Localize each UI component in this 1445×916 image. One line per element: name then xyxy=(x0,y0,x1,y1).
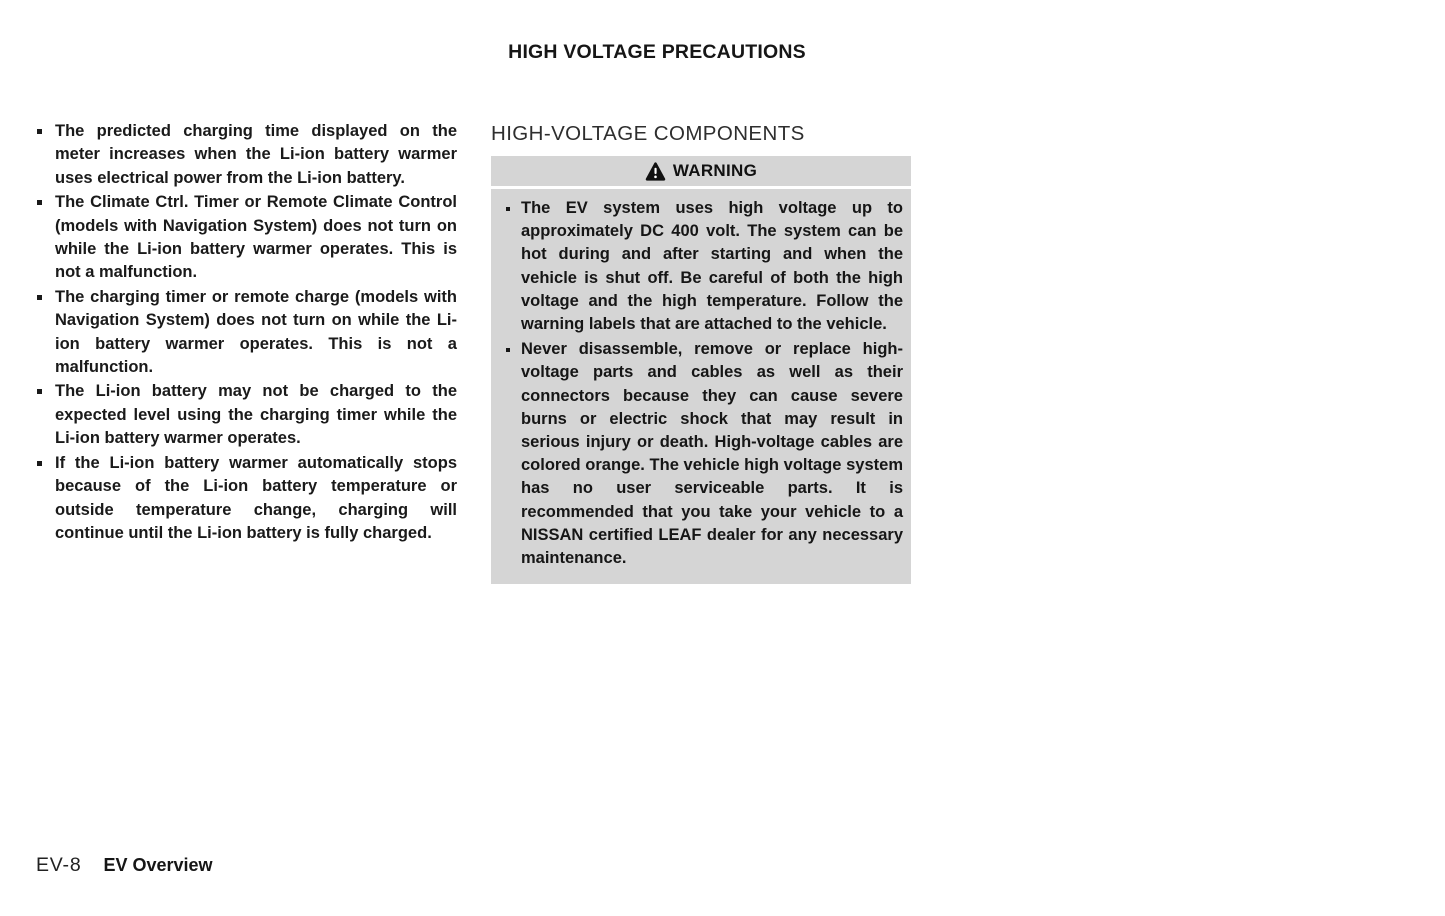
bullet-list xyxy=(36,120,457,545)
page-footer xyxy=(36,854,213,877)
bullet-marker xyxy=(37,129,42,134)
page-number: EV-8 xyxy=(36,854,82,876)
bullet-marker xyxy=(506,348,510,352)
bullet-text: The predicted charging time displayed on the meter increases when the Li-ion battery warmer uses electrical power from the Li-ion battery. xyxy=(55,122,457,187)
left-column xyxy=(36,120,457,545)
bullet-marker xyxy=(506,207,510,211)
bullet-marker xyxy=(37,200,42,205)
warning-body xyxy=(491,189,911,584)
warning-text: The EV system uses high voltage up to approximately DC 400 volt. The system can be hot during and after starting and when the vehicle is shut off. Be careful of both the high voltage and the high temperature. Follow the warning labels that are attached to the vehicle. xyxy=(521,199,903,334)
warning-box xyxy=(491,156,911,584)
list-item xyxy=(36,286,457,380)
bullet-text: The Climate Ctrl. Timer or Remote Climate Control (models with Navigation System) does not turn on while the Li-ion battery warmer operates. This is not a malfunction. xyxy=(55,193,457,282)
right-column xyxy=(491,120,911,584)
bullet-marker xyxy=(37,461,42,466)
page-title: HIGH VOLTAGE PRECAUTIONS xyxy=(508,41,806,63)
bullet-text: The charging timer or remote charge (models with Navigation System) does not turn on while the Li-ion battery warmer operates. This is not a malfunction. xyxy=(55,287,457,377)
list-item xyxy=(36,120,457,190)
warning-triangle-icon xyxy=(645,162,666,181)
warning-label: WARNING xyxy=(672,161,758,180)
warning-text: Never disassemble, remove or replace high-voltage parts and cables as well as their connectors because they can cause severe burns or electric shock that may result in serious injury or death. High-voltage cables are colored orange. The vehicle high voltage system has no user serviceable parts. It is recommended that you take your vehicle to a NISSAN certified LEAF dealer for any necessary maintenance. xyxy=(521,340,903,568)
bullet-marker xyxy=(37,389,42,394)
warning-header xyxy=(491,156,911,189)
list-item xyxy=(36,380,457,450)
list-item xyxy=(36,452,457,546)
warning-list-item xyxy=(499,197,903,336)
bullet-text: The Li-ion battery may not be charged to the expected level using the charging timer while the Li-ion battery warmer operates. xyxy=(55,382,457,448)
warning-list-item xyxy=(499,338,903,570)
bullet-marker xyxy=(37,295,42,300)
footer-section-title: EV Overview xyxy=(103,855,213,875)
list-item xyxy=(36,191,457,285)
section-heading: HIGH-VOLTAGE COMPONENTS xyxy=(491,122,805,145)
bullet-text: If the Li-ion battery warmer automatically stops because of the Li-ion battery temperature or outside temperature change, charging will continue until the Li-ion battery is fully charged. xyxy=(55,453,457,542)
content-columns xyxy=(36,120,911,584)
